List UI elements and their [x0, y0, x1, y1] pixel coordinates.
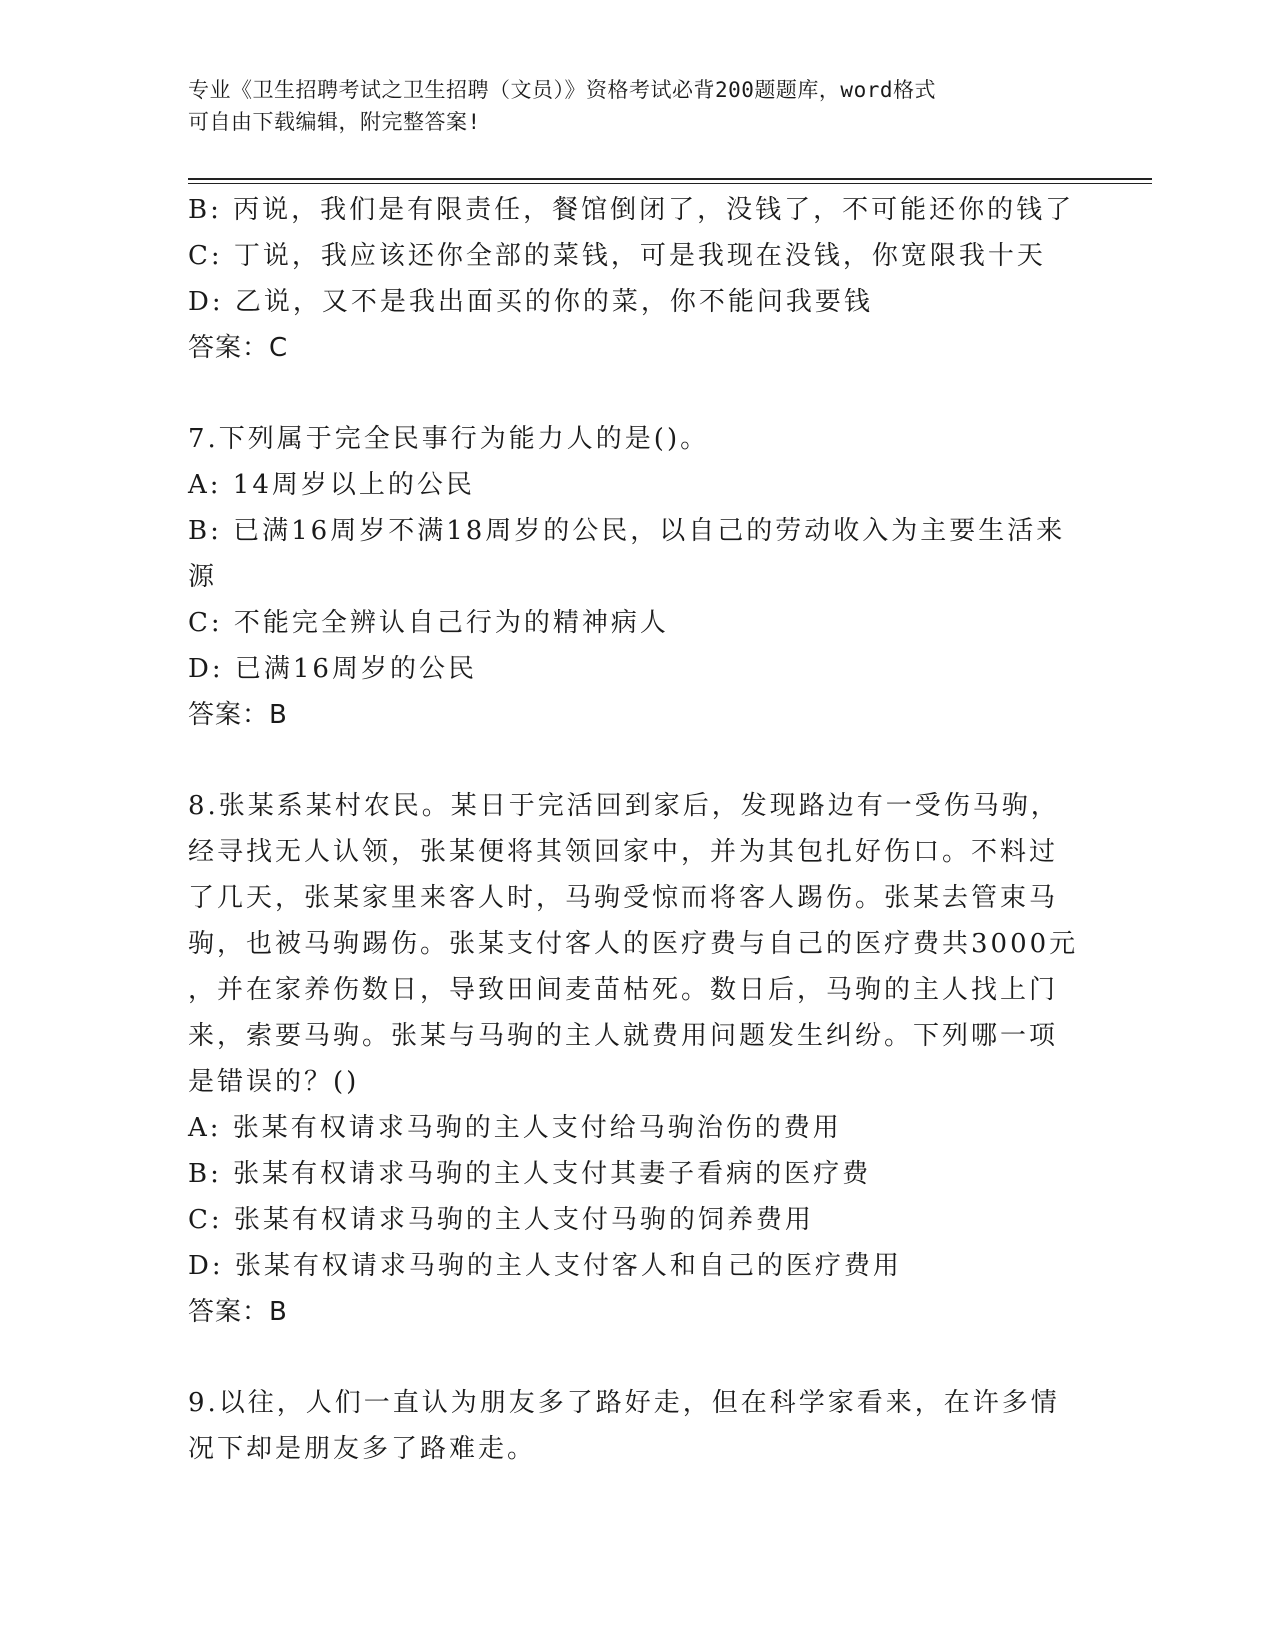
- question-9-block: [188, 1380, 1088, 1472]
- q7-option-c: C: 不能完全辨认自己行为的精神病人: [188, 608, 669, 638]
- header-title-line-2: 可自由下载编辑，附完整答案!: [188, 110, 481, 134]
- question-7-block: [188, 416, 1088, 738]
- question-content: [188, 187, 1088, 1472]
- header-divider-thin: [188, 183, 1152, 184]
- q8-stem-line-5: ，并在家养伤数日，导致田间麦苗枯死。数日后，马驹的主人找上门: [188, 975, 1059, 1005]
- q6-answer: 答案：C: [188, 333, 289, 363]
- q8-option-d: D: 张某有权请求马驹的主人支付客人和自己的医疗费用: [188, 1251, 902, 1281]
- q7-option-d: D: 已满16周岁的公民: [188, 654, 477, 684]
- q9-stem-line-1: 9.以往，人们一直认为朋友多了路好走，但在科学家看来，在许多情: [188, 1388, 1060, 1418]
- q9-stem-line-2: 况下却是朋友多了路难走。: [188, 1434, 537, 1464]
- q8-stem-line-4: 驹，也被马驹踢伤。张某支付客人的医疗费与自己的医疗费共3000元: [188, 929, 1079, 959]
- q8-stem-line-6: 来，索要马驹。张某与马驹的主人就费用问题发生纠纷。下列哪一项: [188, 1021, 1059, 1051]
- spacer: [188, 371, 1088, 416]
- q8-option-b: B: 张某有权请求马驹的主人支付其妻子看病的医疗费: [188, 1159, 872, 1189]
- question-8-block: [188, 783, 1088, 1335]
- q8-answer: 答案：B: [188, 1297, 288, 1327]
- q7-option-b: B: 已满16周岁不满18周岁的公民，以自己的劳动收入为主要生活来: [188, 516, 1066, 546]
- q7-option-a: A: 14周岁以上的公民: [188, 470, 475, 500]
- q8-stem-line-2: 经寻找无人认领，张某便将其领回家中，并为其包扎好伤口。不料过: [188, 837, 1059, 867]
- q8-stem-line-7: 是错误的？(): [188, 1067, 360, 1097]
- q8-option-a: A: 张某有权请求马驹的主人支付给马驹治伤的费用: [188, 1113, 842, 1143]
- spacer: [188, 1335, 1088, 1380]
- question-6-block: [188, 187, 1088, 371]
- q6-option-b: B: 丙说，我们是有限责任，餐馆倒闭了，没钱了，不可能还你的钱了: [188, 195, 1075, 225]
- q7-option-b-continued: 源: [188, 562, 218, 592]
- q8-stem-line-1: 8.张某系某村农民。某日于完活回到家后，发现路边有一受伤马驹，: [188, 791, 1060, 821]
- header-title-line-1: 专业《卫生招聘考试之卫生招聘（文员）》资格考试必背200题题库，word格式: [188, 78, 936, 102]
- q7-stem: 7.下列属于完全民事行为能力人的是()。: [188, 424, 710, 454]
- spacer: [188, 738, 1088, 783]
- q7-answer: 答案：B: [188, 700, 288, 730]
- q6-option-c: C: 丁说，我应该还你全部的菜钱，可是我现在没钱，你宽限我十天: [188, 241, 1046, 271]
- q8-stem-line-3: 了几天，张某家里来客人时，马驹受惊而将客人踢伤。张某去管束马: [188, 883, 1059, 913]
- document-header: [188, 74, 1088, 138]
- header-divider-thick: [188, 178, 1152, 180]
- q6-option-d: D: 乙说，又不是我出面买的你的菜，你不能问我要钱: [188, 287, 873, 317]
- q8-option-c: C: 张某有权请求马驹的主人支付马驹的饲养费用: [188, 1205, 814, 1235]
